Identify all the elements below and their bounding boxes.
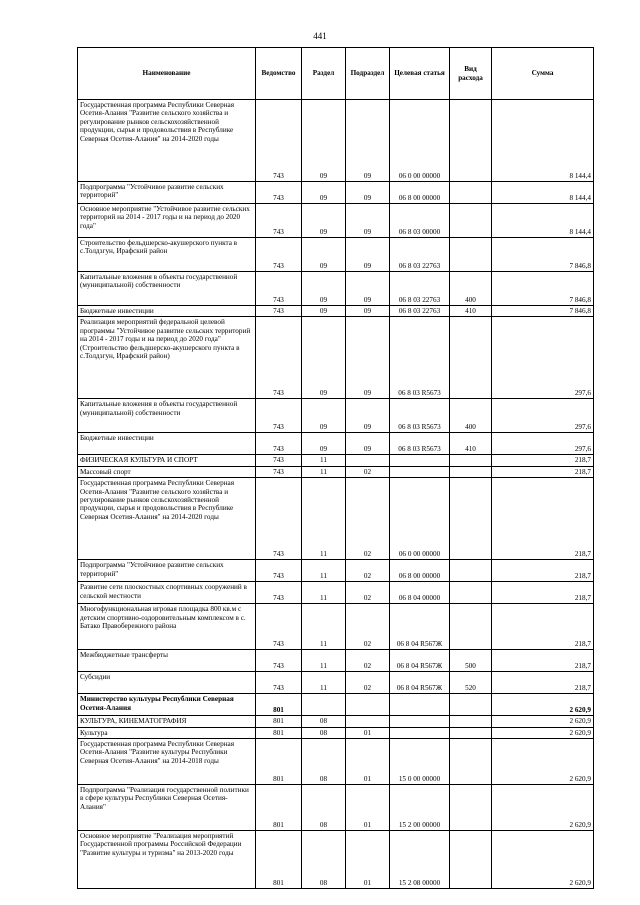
row-razdel: [302, 694, 346, 716]
row-podrazdel: 01: [346, 727, 390, 738]
row-celevaya-statya: 15 2 00 00000: [390, 785, 450, 831]
row-razdel: 11: [302, 560, 346, 582]
row-celevaya-statya: 06 8 03 22763: [390, 306, 450, 317]
row-razdel: 09: [302, 306, 346, 317]
row-name: Массовый спорт: [78, 466, 256, 477]
row-summa: 2 620,9: [492, 831, 594, 889]
row-razdel: 09: [302, 238, 346, 272]
table-row: [78, 694, 594, 716]
row-vedomstvo: 801: [256, 694, 302, 716]
row-vedomstvo: 801: [256, 716, 302, 727]
row-celevaya-statya: 06 0 00 00000: [390, 100, 450, 182]
row-razdel: 09: [302, 182, 346, 204]
row-name: Бюджетные инвестиции: [78, 306, 256, 317]
row-summa: 297,6: [492, 317, 594, 399]
header-vedomstvo: Ведомство: [256, 48, 302, 100]
table-row: [78, 478, 594, 560]
row-name: Основное мероприятие "Реализация мероприятий Государственной программы Российской Федерации "Развитие культуры и туризма" на 2013-2020 годы: [78, 831, 256, 889]
table-row: [78, 455, 594, 466]
row-vid-rashoda: 400: [450, 399, 492, 433]
row-vedomstvo: 743: [256, 478, 302, 560]
row-name: Реализация мероприятий федеральной целевой программы "Устойчивое развитие сельских территорий на 2014 - 2017 годы и на период до 2020 года" (Строительство фельдшерско-акушерского пункта в с.Толдзгун, Ирафский район): [78, 317, 256, 399]
row-razdel: 08: [302, 716, 346, 727]
row-vedomstvo: 801: [256, 739, 302, 785]
row-vid-rashoda: [450, 466, 492, 477]
row-celevaya-statya: 06 8 04 00000: [390, 582, 450, 604]
table-row: [78, 739, 594, 785]
row-summa: 2 620,9: [492, 785, 594, 831]
row-name: Основное мероприятие "Устойчивое развитие сельских территорий на 2014 - 2017 годы и на период до 2020 года": [78, 204, 256, 238]
header-name: Наименование: [78, 48, 256, 100]
row-vid-rashoda: [450, 204, 492, 238]
row-vid-rashoda: [450, 455, 492, 466]
row-vid-rashoda: 410: [450, 306, 492, 317]
row-razdel: 11: [302, 582, 346, 604]
row-celevaya-statya: 06 8 03 R5673: [390, 433, 450, 455]
table-row: [78, 650, 594, 672]
row-vid-rashoda: [450, 727, 492, 738]
row-podrazdel: 02: [346, 650, 390, 672]
table-row: [78, 560, 594, 582]
row-name: Развитие сети плоскостных спортивных сооружений в сельской местности: [78, 582, 256, 604]
row-celevaya-statya: 15 2 08 00000: [390, 831, 450, 889]
row-razdel: 09: [302, 100, 346, 182]
row-celevaya-statya: [390, 727, 450, 738]
row-vid-rashoda: [450, 182, 492, 204]
row-podrazdel: 02: [346, 560, 390, 582]
header-vid-rashoda: Вид расхода: [450, 48, 492, 100]
row-celevaya-statya: 06 0 00 00000: [390, 478, 450, 560]
row-celevaya-statya: 06 8 03 22763: [390, 272, 450, 306]
row-name: Подпрограмма "Устойчивое развитие сельских территорий": [78, 182, 256, 204]
row-podrazdel: 09: [346, 433, 390, 455]
row-vid-rashoda: 410: [450, 433, 492, 455]
row-podrazdel: 01: [346, 785, 390, 831]
header-celevaya-statya: Целевая статья: [390, 48, 450, 100]
row-podrazdel: 09: [346, 238, 390, 272]
table-body: [78, 100, 594, 889]
row-razdel: 08: [302, 785, 346, 831]
table-row: [78, 672, 594, 694]
row-celevaya-statya: [390, 466, 450, 477]
row-podrazdel: 09: [346, 306, 390, 317]
row-summa: 218,7: [492, 604, 594, 650]
row-summa: 218,7: [492, 478, 594, 560]
row-razdel: 11: [302, 455, 346, 466]
row-podrazdel: 09: [346, 399, 390, 433]
row-vid-rashoda: [450, 785, 492, 831]
row-summa: 297,6: [492, 399, 594, 433]
row-summa: 297,6: [492, 433, 594, 455]
row-celevaya-statya: [390, 716, 450, 727]
row-vedomstvo: 743: [256, 604, 302, 650]
row-vedomstvo: 743: [256, 204, 302, 238]
row-podrazdel: [346, 716, 390, 727]
row-razdel: 08: [302, 727, 346, 738]
row-vedomstvo: 743: [256, 399, 302, 433]
row-summa: 2 620,9: [492, 739, 594, 785]
row-vid-rashoda: [450, 238, 492, 272]
row-name: Капитальные вложения в объекты государственной (муниципальной) собственности: [78, 272, 256, 306]
row-summa: 2 620,9: [492, 716, 594, 727]
row-name: Министерство культуры Республики Северная Осетия-Алания: [78, 694, 256, 716]
row-vedomstvo: 743: [256, 560, 302, 582]
row-razdel: 11: [302, 650, 346, 672]
row-razdel: 11: [302, 478, 346, 560]
row-razdel: 09: [302, 433, 346, 455]
row-vedomstvo: 801: [256, 727, 302, 738]
row-summa: 218,7: [492, 560, 594, 582]
row-name: ФИЗИЧЕСКАЯ КУЛЬТУРА И СПОРТ: [78, 455, 256, 466]
row-vedomstvo: 743: [256, 182, 302, 204]
row-vid-rashoda: 500: [450, 650, 492, 672]
row-vid-rashoda: [450, 604, 492, 650]
row-vedomstvo: 743: [256, 466, 302, 477]
row-vid-rashoda: [450, 694, 492, 716]
row-celevaya-statya: 06 8 03 22763: [390, 238, 450, 272]
row-vedomstvo: 801: [256, 831, 302, 889]
row-celevaya-statya: 06 8 04 R567Ж: [390, 672, 450, 694]
table-row: [78, 433, 594, 455]
page-number: 441: [313, 31, 327, 41]
row-vid-rashoda: [450, 831, 492, 889]
row-podrazdel: 09: [346, 100, 390, 182]
row-podrazdel: 02: [346, 582, 390, 604]
row-vedomstvo: 743: [256, 582, 302, 604]
table-row: [78, 716, 594, 727]
row-name: Бюджетные инвестиции: [78, 433, 256, 455]
row-summa: 218,7: [492, 466, 594, 477]
row-celevaya-statya: 06 8 03 00000: [390, 204, 450, 238]
row-podrazdel: 09: [346, 182, 390, 204]
row-podrazdel: 02: [346, 672, 390, 694]
row-vid-rashoda: 400: [450, 272, 492, 306]
row-summa: 218,7: [492, 650, 594, 672]
row-vedomstvo: 743: [256, 455, 302, 466]
table-row: [78, 399, 594, 433]
row-summa: 218,7: [492, 455, 594, 466]
row-celevaya-statya: 06 8 00 00000: [390, 182, 450, 204]
table-row: [78, 182, 594, 204]
row-vid-rashoda: [450, 716, 492, 727]
table-row: [78, 100, 594, 182]
row-summa: 8 144,4: [492, 182, 594, 204]
row-summa: 7 846,8: [492, 238, 594, 272]
row-vid-rashoda: [450, 739, 492, 785]
row-razdel: 09: [302, 204, 346, 238]
table-row: [78, 238, 594, 272]
row-podrazdel: 09: [346, 272, 390, 306]
row-podrazdel: [346, 694, 390, 716]
row-name: Подпрограмма "Реализация государственной политики в сфере культуры Республики Северная Осетия-Алания": [78, 785, 256, 831]
table-row: [78, 466, 594, 477]
row-razdel: 09: [302, 272, 346, 306]
header-razdel: Раздел: [302, 48, 346, 100]
row-vedomstvo: 743: [256, 306, 302, 317]
row-celevaya-statya: 06 8 03 R5673: [390, 399, 450, 433]
row-name: Подпрограмма "Устойчивое развитие сельских территорий": [78, 560, 256, 582]
row-celevaya-statya: 06 8 03 R5673: [390, 317, 450, 399]
row-name: Многофункциональная игровая площадка 800 кв.м с детским спортивно-оздоровительным комплексом в с. Батако Правобережного района: [78, 604, 256, 650]
row-vid-rashoda: 520: [450, 672, 492, 694]
row-podrazdel: 01: [346, 831, 390, 889]
table-row: [78, 306, 594, 317]
table-row: [78, 604, 594, 650]
row-celevaya-statya: 06 8 00 00000: [390, 560, 450, 582]
row-razdel: 11: [302, 672, 346, 694]
row-podrazdel: 02: [346, 478, 390, 560]
row-podrazdel: 02: [346, 604, 390, 650]
row-summa: 8 144,4: [492, 204, 594, 238]
table-row: [78, 317, 594, 399]
row-name: Культура: [78, 727, 256, 738]
table-row: [78, 785, 594, 831]
row-vid-rashoda: [450, 317, 492, 399]
row-podrazdel: 01: [346, 739, 390, 785]
row-razdel: 09: [302, 317, 346, 399]
row-summa: 218,7: [492, 672, 594, 694]
row-vedomstvo: 743: [256, 650, 302, 672]
row-celevaya-statya: [390, 455, 450, 466]
row-vid-rashoda: [450, 560, 492, 582]
row-vid-rashoda: [450, 582, 492, 604]
row-summa: 7 846,8: [492, 272, 594, 306]
row-celevaya-statya: 06 8 04 R567Ж: [390, 650, 450, 672]
row-vid-rashoda: [450, 100, 492, 182]
table-row: [78, 582, 594, 604]
row-razdel: 08: [302, 739, 346, 785]
row-name: КУЛЬТУРА, КИНЕМАТОГРАФИЯ: [78, 716, 256, 727]
table-row: [78, 204, 594, 238]
row-name: Субсидии: [78, 672, 256, 694]
row-name: Государственная программа Республики Северная Осетия-Алания "Развитие сельского хозяйства и регулирование рынков сельскохозяйственной продукции, сырья и продовольствия в Республике Северная Осетия-Алания" на 2014-2020 годы: [78, 100, 256, 182]
row-vedomstvo: 743: [256, 672, 302, 694]
row-vedomstvo: 743: [256, 433, 302, 455]
row-razdel: 08: [302, 831, 346, 889]
row-summa: 2 620,9: [492, 694, 594, 716]
row-celevaya-statya: 06 8 04 R567Ж: [390, 604, 450, 650]
row-podrazdel: 02: [346, 466, 390, 477]
header-summa: Сумма: [492, 48, 594, 100]
row-vedomstvo: 743: [256, 272, 302, 306]
row-summa: 8 144,4: [492, 100, 594, 182]
row-vedomstvo: 743: [256, 238, 302, 272]
budget-table: [77, 47, 594, 889]
row-podrazdel: [346, 455, 390, 466]
table-row: [78, 727, 594, 738]
row-celevaya-statya: [390, 694, 450, 716]
row-podrazdel: 09: [346, 204, 390, 238]
header-row: [78, 48, 594, 100]
row-summa: 7 846,8: [492, 306, 594, 317]
row-vedomstvo: 743: [256, 100, 302, 182]
row-name: Государственная программа Республики Северная Осетия-Алания "Развитие сельского хозяйства и регулирование рынков сельскохозяйственной продукции, сырья и продовольствия в Республике Северная Осетия-Алания" на 2014-2020 годы: [78, 478, 256, 560]
row-razdel: 11: [302, 604, 346, 650]
table-row: [78, 831, 594, 889]
row-vid-rashoda: [450, 478, 492, 560]
row-summa: 218,7: [492, 582, 594, 604]
row-vedomstvo: 743: [256, 317, 302, 399]
row-razdel: 09: [302, 399, 346, 433]
header-podrazdel: Подраздел: [346, 48, 390, 100]
row-name: Государственная программа Республики Северная Осетия-Алания "Развитие культуры Республики Северная Осетия-Алания" на 2014-2018 годы: [78, 739, 256, 785]
row-name: Капитальные вложения в объекты государственной (муниципальной) собственности: [78, 399, 256, 433]
table-row: [78, 272, 594, 306]
row-vedomstvo: 801: [256, 785, 302, 831]
row-celevaya-statya: 15 0 00 00000: [390, 739, 450, 785]
row-podrazdel: 09: [346, 317, 390, 399]
row-name: Строительство фельдшерско-акушерского пункта в с.Толдзгун, Ирафский район: [78, 238, 256, 272]
row-razdel: 11: [302, 466, 346, 477]
row-summa: 2 620,9: [492, 727, 594, 738]
row-name: Межбюджетные трансферты: [78, 650, 256, 672]
